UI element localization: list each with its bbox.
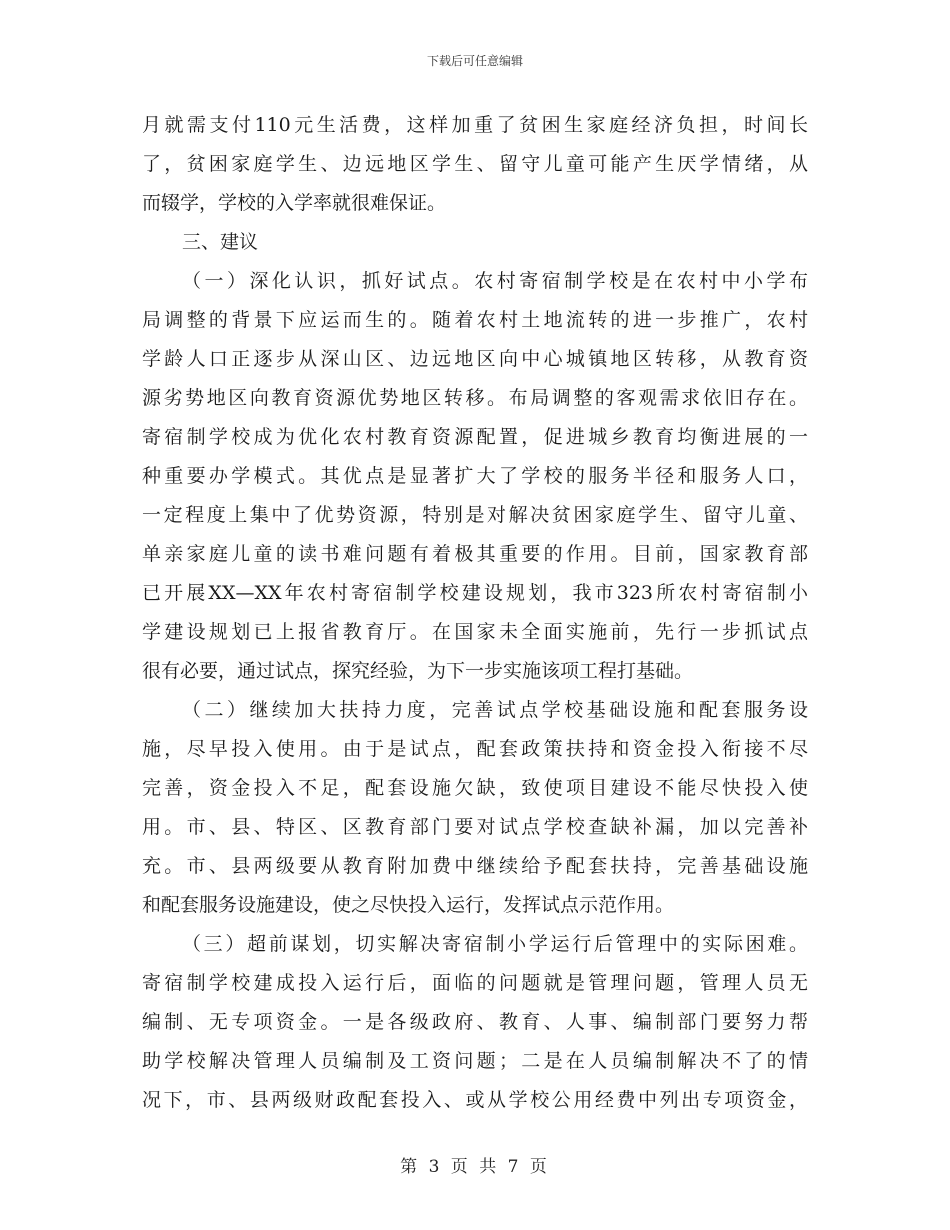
text-line: 况下，市、县两级财政配套投入、或从学校公用经费中列出专项资金， — [142, 1089, 808, 1111]
text-line: 源劣势地区向教育资源优势地区转移。布局调整的客观需求依旧存在。 — [142, 387, 808, 409]
text-line: 施，尽早投入使用。由于是试点，配套政策扶持和资金投入衔接不尽 — [142, 738, 808, 760]
text-line: 了，贫困家庭学生、边远地区学生、留守儿童可能产生厌学情绪，从 — [142, 153, 808, 175]
text-line: 三、建议 — [182, 231, 259, 253]
text-line: 很有必要，通过试点，探究经验，为下一步实施该项工程打基础。 — [142, 660, 694, 682]
text-line: 寄宿制学校建成投入运行后，面临的问题就是管理问题，管理人员无 — [142, 972, 808, 994]
text-line: 编制、无专项资金。一是各级政府、教育、人事、编制部门要努力帮 — [142, 1011, 808, 1033]
text-line: 寄宿制学校成为优化农村教育资源配置，促进城乡教育均衡进展的一 — [142, 426, 808, 448]
text-line: 种重要办学模式。其优点是显著扩大了学校的服务半径和服务人口， — [142, 465, 808, 487]
text-line: 充。市、县两级要从教育附加费中继续给予配套扶持，完善基础设施 — [142, 855, 808, 877]
text-line: 一定程度上集中了优势资源，特别是对解决贫困家庭学生、留守儿童、 — [142, 504, 808, 526]
page-header: 下载后可任意编辑 — [426, 54, 523, 68]
text-line: （二）继续加大扶持力度，完善试点学校基础设施和配套服务设 — [182, 699, 808, 721]
text-line: 单亲家庭儿童的读书难问题有着极其重要的作用。目前，国家教育部 — [142, 543, 808, 565]
text-line: 学龄人口正逐步从深山区、边远地区向中心城镇地区转移，从教育资 — [142, 348, 808, 370]
text-line: 局调整的背景下应运而生的。随着农村土地流转的进一步推广，农村 — [142, 309, 808, 331]
text-line: 用。市、县、特区、区教育部门要对试点学校查缺补漏，加以完善补 — [142, 816, 808, 838]
text-line: 月就需支付110元生活费，这样加重了贫困生家庭经济负担，时间长 — [142, 114, 808, 136]
text-line: 而辍学，学校的入学率就很难保证。 — [142, 192, 447, 214]
text-line: （一）深化认识，抓好试点。农村寄宿制学校是在农村中小学布 — [182, 270, 808, 292]
page-number: 第 3 页 共 7 页 — [400, 1157, 550, 1177]
text-line: 学建设规划已上报省教育厅。在国家未全面实施前，先行一步抓试点 — [142, 621, 808, 643]
text-line: 完善，资金投入不足，配套设施欠缺，致使项目建设不能尽快投入使 — [142, 777, 808, 799]
text-line: 助学校解决管理人员编制及工资问题；二是在人员编制解决不了的情 — [142, 1050, 808, 1072]
text-line: 和配套服务设施建设，使之尽快投入运行，发挥试点示范作用。 — [142, 894, 675, 916]
text-line: 已开展XX—XX年农村寄宿制学校建设规划，我市323所农村寄宿制小 — [142, 582, 808, 604]
text-line: （三）超前谋划，切实解决寄宿制小学运行后管理中的实际困难。 — [182, 933, 808, 955]
document-body — [142, 106, 808, 1120]
